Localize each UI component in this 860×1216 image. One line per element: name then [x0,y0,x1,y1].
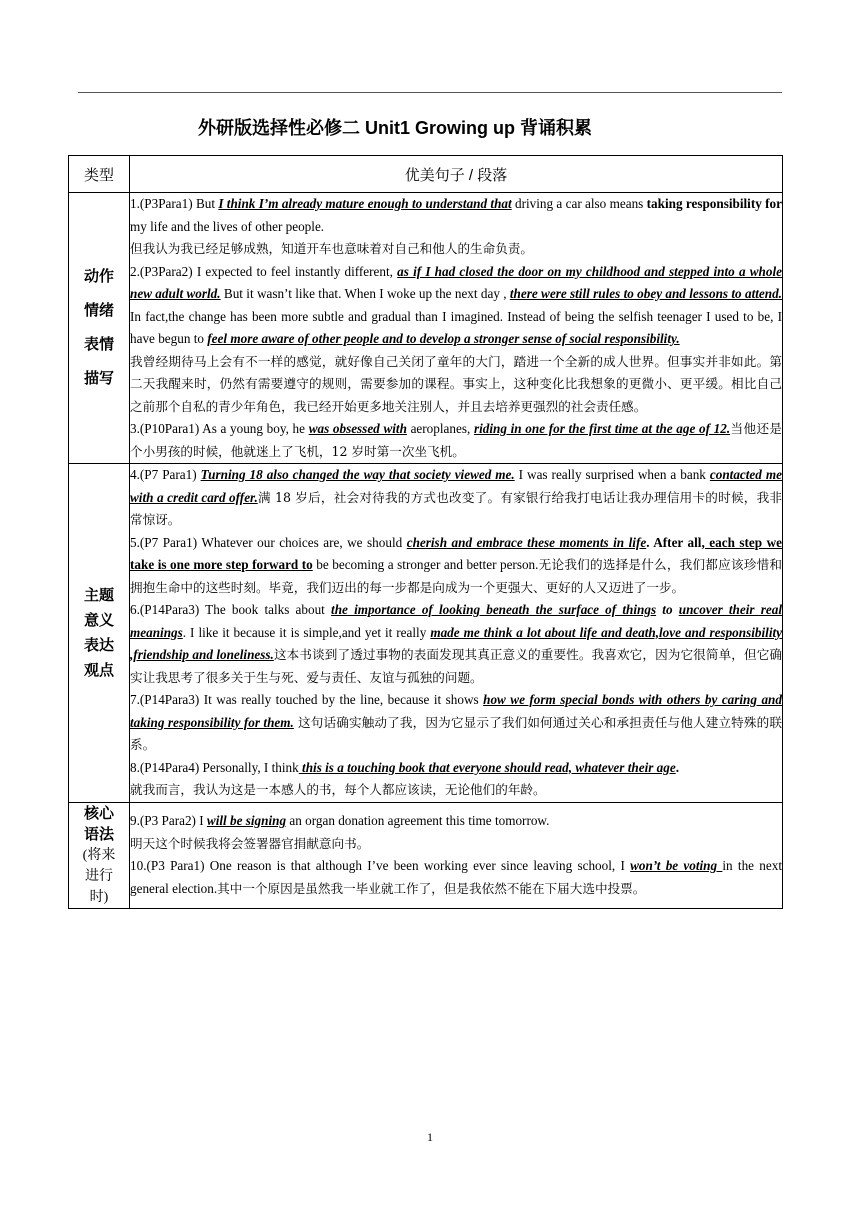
table-row [69,193,783,464]
sentence-7-translation: 这句话确实触动了我，因为它显示了我们如何通过关心和承担责任与他人建立特殊的联系。 [130,714,782,752]
text-segment: driving a car also means [511,196,647,211]
type-line: 情绪 [83,302,114,319]
key-phrase: there were still rules to obey and lessons to attend. [509,286,782,301]
sentence-5-translation: 无论我们的选择是什么，我们都应该珍惜和拥抱生命中的这些时刻。毕竟，我们迈出的每一步都是向成为一个更强大、更好的人又迈进了一步。 [130,557,782,595]
sentence-2 [130,261,782,351]
text-segment: 6.(P14Para3) The book talks about [130,602,332,617]
type-line: 语法 [83,825,114,843]
sentence-1-translation: 但我认为我已经足够成熟，知道开车也意味着对自己和他人的生命负责。 [130,241,533,256]
type-line: 观点 [83,661,114,679]
text-segment: 4.(P7 Para1) [130,467,201,482]
sentence-1 [130,193,782,238]
text-segment: to [656,602,679,617]
sentence-4 [130,464,782,532]
type-line: 描写 [83,370,114,387]
type-line: 意义 [83,611,114,629]
key-phrase: won’t be voting [630,858,723,873]
text-segment: 9.(P3 Para2) I [130,813,207,828]
content-cell-actions [130,193,783,464]
key-phrase: Turning 18 also changed the way that society viewed me. [200,467,515,482]
text-segment: 2.(P3Para2) I expected to feel instantly different, [130,263,398,279]
key-phrase: riding in one for the first time at the age of 12. [473,421,731,436]
key-word: taking responsibility for [646,196,782,211]
page-number: 1 [427,1130,433,1144]
sentence-9-translation: 明天这个时候我将会签署器官捐献意向书。 [130,835,370,851]
text-segment: be becoming a stronger and better person. [312,557,539,572]
key-phrase: contacted me with a credit card offer. [130,467,782,505]
type-cell-actions [69,193,130,464]
sentence-7 [130,689,782,757]
key-phrase: will be signing [206,813,287,828]
text-segment: 7.(P14Para3) It was really touched by the line, because it shows [130,692,484,707]
content-cell-grammar [130,802,783,908]
type-line: 动作 [83,268,114,285]
key-phrase: as if I had closed the door on my childhood and stepped into a whole new adult world. [130,263,782,301]
text-segment: an organ donation agreement this time tomorrow. [286,813,550,828]
text-segment: . After all [646,534,702,550]
text-segment: 1.(P3Para1) But [130,196,219,211]
type-sub-line: 时) [89,889,109,905]
type-sub-line: (将来 [82,847,116,863]
text-segment: . I like it because it is simple,and yet it really [182,624,431,640]
key-phrase: feel more aware of other people and to develop a stronger sense of social responsibility. [207,331,680,346]
table-header-row [69,156,783,193]
text-segment: In fact,the change has been more subtle and gradual than I imagined. Instead of being the selfish teenager I used to be, I have begun to [130,308,782,346]
text-segment: in the next general election. [130,858,782,896]
key-phrase: , each step we take is one more step forward to [130,534,782,572]
key-phrase: cherish and embrace these moments in life [406,534,647,550]
type-line: 核心 [83,804,114,822]
type-line: 表情 [83,336,114,353]
sentence-4-translation: 满 18 岁后，社会对待我的方式也改变了。有家银行给我打电话让我办理信用卡的时候，我非常惊讶。 [130,489,782,527]
sentence-6-translation: 这本书谈到了透过事物的表面发现其真正意义的重要性。我喜欢它，因为它很简单，但它确实让我思考了很多关于生与死、爱与责任、友谊与孤独的问题。 [130,647,782,685]
text-segment: aeroplanes, [406,421,474,436]
header-content: 优美句子 / 段落 [130,156,783,193]
key-phrase: the importance of looking beneath the surface of things [331,602,657,617]
text-segment: . [675,759,679,775]
sentence-10-translation: 其中一个原因是虽然我一毕业就工作了，但是我依然不能在下届大选中投票。 [217,880,646,896]
key-phrase: how we form special bonds with others by caring and taking responsibility for them. [130,692,782,730]
sentence-2-translation: 我曾经期待马上会有不一样的感觉，就好像自己关闭了童年的大门，踏进一个全新的成人世界。但事实并非如此。第二天我醒来时，仍然有需要遵守的规则，需要参加的课程。事实上，这种变化比我想象的更微小、更平缓。相比自己之前那个自私的青少年角色，我已经开始更多地关注别人，并且去培养更强烈的社会责任感。 [130,353,782,414]
content-cell-themes [130,464,783,803]
sentence-10 [130,855,782,900]
key-phrase: this is a touching book that everyone should read, whatever their age [298,759,676,775]
sentence-8-translation: 就我而言，我认为这是一本感人的书，每个人都应该读，无论他们的年龄。 [130,782,546,797]
text-segment: 10.(P3 Para1) One reason is that although I’ve been working ever since leaving school, I [130,858,631,873]
type-line: 主题 [83,586,114,604]
text-segment: 3.(P10Para1) As a young boy, he [130,421,309,436]
type-sub-line: 进行 [85,868,113,884]
sentence-8 [130,757,782,780]
header-rule [78,92,782,93]
text-segment: 5.(P7 Para1) Whatever our choices are, we should [130,534,407,550]
type-cell-themes [69,464,130,803]
key-phrase: I think I’m already mature enough to understand that [218,196,512,211]
table-row [69,802,783,908]
header-type: 类型 [69,156,130,193]
sentence-6 [130,599,782,689]
key-phrase: made me think a lot about life and death,love and responsibility ,friendship and loneliness. [130,624,783,662]
sentence-5 [130,532,782,600]
content-table [68,155,783,909]
table-row [69,464,783,803]
key-phrase: uncover their real meanings [130,602,782,640]
key-phrase: was obsessed with [308,421,407,436]
text-segment: my life and the lives of other people. [130,218,325,234]
type-cell-grammar [69,802,130,908]
sentence-3-translation: 当他还是个小男孩的时候，他就迷上了飞机，12 岁时第一次坐飞机。 [130,421,783,459]
text-segment: But it wasn’t like that. When I woke up the next day , [220,286,510,301]
sentence-9 [130,810,782,833]
text-segment: 8.(P14Para4) Personally, I think [130,759,299,775]
text-segment: I was really surprised when a bank [514,467,710,482]
type-line: 表达 [83,636,114,654]
sentence-3 [130,418,782,463]
document-title: 外研版选择性必修二 Unit1 Growing up 背诵积累 [198,118,592,138]
